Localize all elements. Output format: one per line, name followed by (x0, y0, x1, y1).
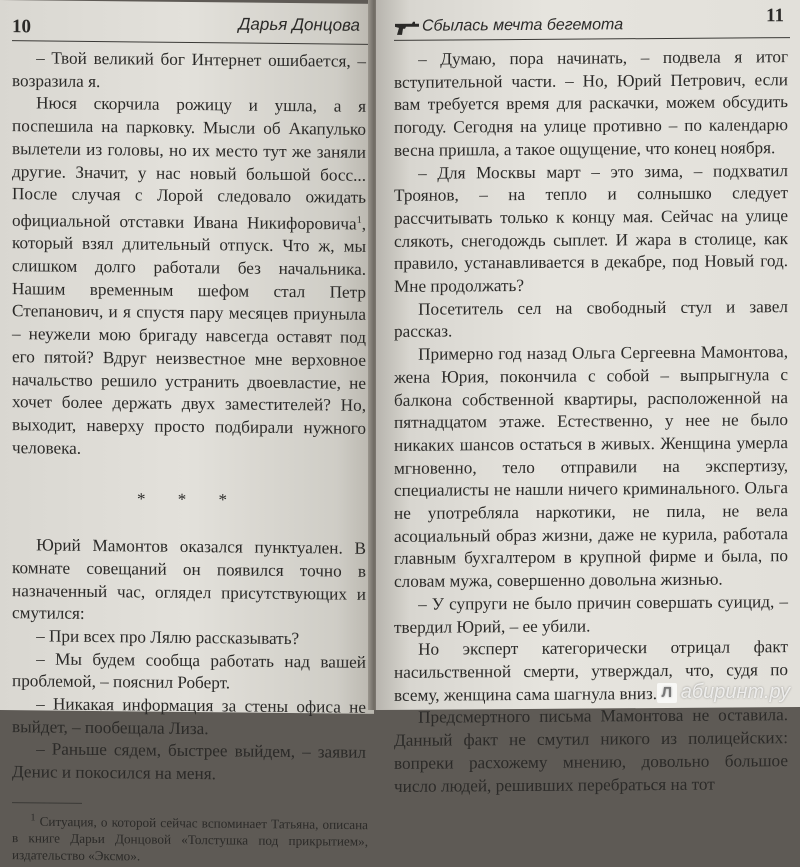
paragraph: Посетитель сел на свободный стул и завел рассказ. (394, 296, 788, 342)
left-page-header (12, 6, 368, 45)
left-page-number: 10 (12, 16, 31, 38)
paragraph: – Твой великий бог Интернет ошибается, – возразила я. (12, 48, 366, 91)
watermark-text: абиринт.ру (680, 681, 790, 703)
left-running-head: Дарья Донцова (238, 14, 360, 35)
paragraph: Примерно год назад Ольга Сергеевна Мамонтова, жена Юрия, покончила с собой – выпрыгнула с балкона собственной квартиры, расположенной на пятнадцатом этаже. Естественно, у нее не было никаких шансов остаться в живых. Женщина умерла мгновенно, тело отправили на экспертизу, специалисты не нашли ничего криминального. Ольга не употребляла наркотики, не пила, не вела асоциальный образ жизни, даже не курила, работала главным бухгалтером в крупной фирме и была, по словам мужа, совершенно довольна жизнью. (394, 342, 788, 592)
paragraph-part: Нюся скорчила рожицу и ушла, а я поспешила на парковку. Мысли об Акапулько вылетели из головы, но их место тут же заняли другие. Значит, у нас новый большой босс... После случая с Лорой следовало ожидать официальной отставки Ивана Никифоровича (12, 93, 366, 234)
footnote-number: 1 (30, 812, 36, 824)
paragraph: – У супруги не было причин совершать суицид, – твердил Юрий, – ее убили. (394, 591, 788, 637)
paragraph: – Никакая информация за стены офиса не выйдет, – пообещала Лиза. (12, 694, 366, 738)
footnote-divider (12, 802, 82, 804)
paragraph: Но эксперт категорически отрицал факт насильственной смерти, утверждал, что, судя по всему, женщина сама шагнула вниз. (394, 637, 788, 705)
paragraph: – Для Москвы март – это зима, – подхватил Троянов, – на тепло и солнышко следует рассчитывать только к концу мая. Сейчас на улице слякоть, снегодождь сыплет. И жара в столице, как правило, устанавливается в декабре, под Новый год. Мне продолжать? (394, 160, 788, 296)
footnote-text: Ситуация, о которой сейчас вспоминает Татьяна, описана в книге Дарьи Донцовой «Толстушка под прикрытием», издательство «Эксмо». (12, 813, 369, 864)
revolver-icon (394, 20, 420, 36)
right-page-header (394, 3, 790, 41)
paragraph: – Думаю, пора начинать, – подвела я итог вступительной части. – Но, Юрий Петрович, если вам требуется время для раскачки, можем обсудить погоду. Сегодня на улице противно – по календарю весна пришла, а такое ощущение, что конец ноября. (394, 47, 788, 160)
left-page (0, 0, 374, 864)
paragraph: Юрий Мамонтов оказался пунктуален. В комнате совещаний он появился точно в назначенный час, оглядел присутствующих и смутился: (12, 535, 366, 624)
labirint-watermark (657, 681, 790, 704)
left-page-text (12, 47, 368, 788)
right-page (376, 0, 800, 796)
section-break: * * * (137, 489, 241, 510)
paragraph: – Мы будем сообща работать над вашей проблемой, – пояснил Роберт. (12, 648, 366, 693)
paragraph (12, 93, 366, 464)
paragraph: Предсмертного письма Мамонтова не оставила. Данный факт не смутил никого из полицейских: вопреки расхожему мнению, довольно большое число людей, решивших перебраться на тот (394, 705, 788, 796)
footnote (12, 809, 368, 867)
footnote-mark: 1 (356, 214, 362, 226)
paragraph: – При всех про Лялю рассказывать? (36, 626, 300, 649)
right-running-head: Сбылась мечта бегемота (422, 16, 624, 35)
labirint-logo-icon: Л (657, 683, 677, 703)
right-page-number: 11 (766, 5, 784, 27)
paragraph-part: , который взял длительный отпуск. Что ж, мы слишком долго работали без начальника. Нашим временным шефом стал Петр Степанович, и я спустя пару месяцев приуныла – неужели мою бригаду навсегда оставят под его пятой? Вдруг неизвестное мне верховное начальство решило устранить двоевластие, не хочет более держать двух заместителей? Но, выходит, наверху просто подбирали нужного человека. (12, 214, 366, 458)
paragraph: – Раньше сядем, быстрее выйдем, – заявил Денис и покосился на меня. (12, 739, 366, 784)
